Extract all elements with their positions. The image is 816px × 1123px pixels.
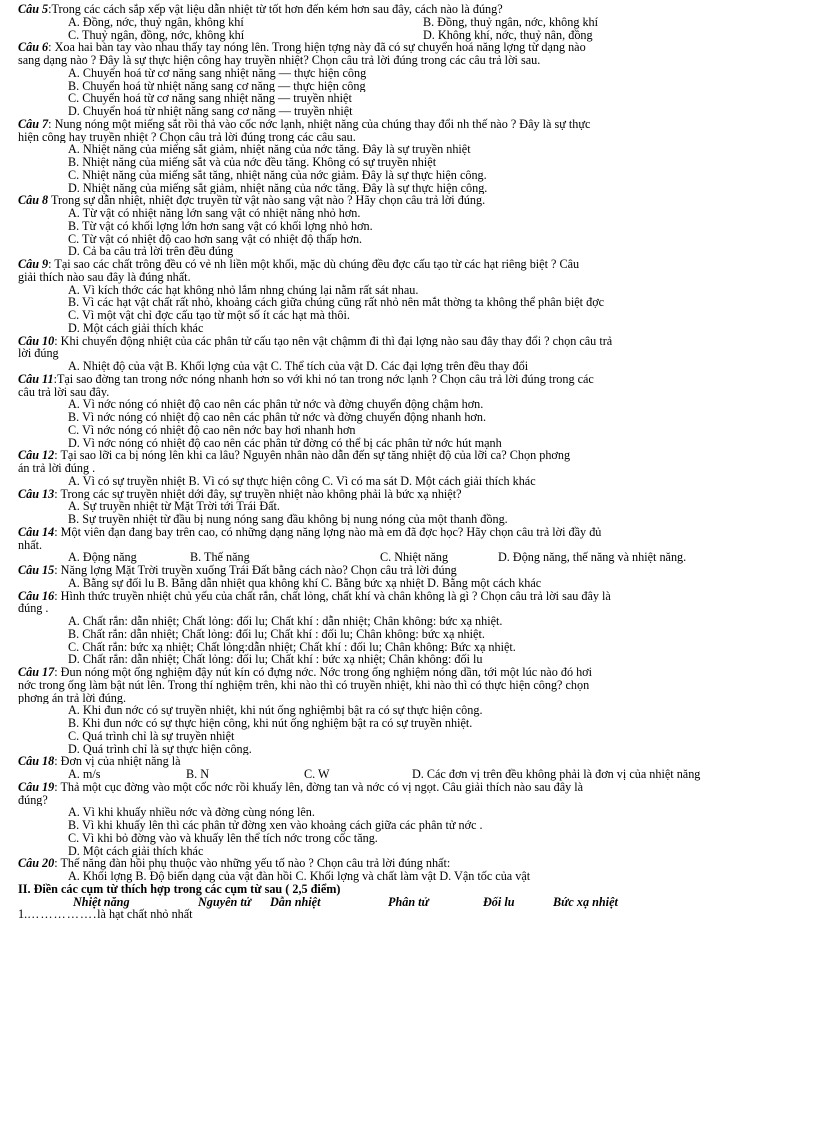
question-text: :Tại sao đờng tan trong nớc nóng nhanh hơn so với khi nó tan trong nớc lạnh ? Chọn câu trả lời đúng trong các [53, 372, 594, 386]
question-text-cont: án trả lời đúng . [18, 462, 96, 475]
option-b: B. Khi đun nớc có sự thực hiện công, khi nút ống nghiệm bật ra có sự truyền nhiệt. [68, 717, 473, 730]
option-a: A. Chuyển hoá từ cơ năng sang nhiệt năng — thực hiện công [68, 66, 367, 80]
option-c: C. Chuyển hoá từ cơ năng sang nhiệt năng — truyền nhiệt [68, 92, 352, 105]
option-a: A. Sự truyền nhiệt từ Mặt Trời tới Trái Đất. [68, 500, 280, 513]
question-text-cont: lời đúng [18, 347, 59, 360]
question-text: : Đun nóng một ống nghiệm đậy nút kín có đựng nớc. Nớc trong ống nghiệm nóng dần, tới một lúc nào đó hơi [54, 666, 593, 679]
option-d: D. Quá trình chỉ là sự thực hiện công. [68, 742, 252, 756]
question-text: : Khi chuyển động nhiệt của các phân tử cấu tạo nên vật chậmm đi thì đại lợng nào sau đây thay đổi ? chọn câu trả [54, 334, 613, 348]
question-text-cont: đúng . [18, 602, 49, 615]
option-b: B. Vì các hạt vật chất rất nhỏ, khoảng cách giữa chúng cũng rất nhỏ nên mắt thờng ta không thể phân biệt đợc [68, 296, 605, 309]
question-text: : Trong các sự truyền nhiệt dới đây, sự truyền nhiệt nào không phải là bức xạ nhiệt? [54, 487, 462, 501]
option-b: B. Nhiệt năng của miếng sắt và của nớc đều tăng. Không có sự truyền nhiệt [68, 156, 437, 169]
word-bank-item: Nguyên tử [198, 894, 252, 909]
option-c: C. Vì khi bỏ đờng vào và khuấy lên thể tích nớc trong cốc tăng. [68, 831, 378, 845]
question-text: : Nung nóng một miếng sắt rồi thả vào cốc nớc lạnh, nhiệt năng của chúng thay đổi nh thế nào ? Đây là sự thực [48, 117, 591, 131]
question-label: Câu 9 [18, 258, 49, 271]
question-12 [18, 449, 803, 462]
option-d: D. Các đơn vị trên đều không phải là đơn vị của nhiệt năng [412, 767, 701, 781]
question-text-cont: câu trả lời sau đây. [18, 385, 110, 399]
option-d: D. Vì nớc nóng có nhiệt độ cao nên các phân tử đờng có thể bị các phân tử nớc hút mạnh [68, 436, 502, 450]
options-inline: A. Vì có sự truyền nhiệt B. Vì có sự thực hiện công C. Vì có ma sát D. Một cách giải thích khác [68, 474, 536, 488]
option-b: B. N [186, 767, 210, 781]
word-bank [18, 896, 803, 909]
option-d: D. Một cách giải thích khác [68, 321, 204, 335]
option-a: A. Khi đun nớc có sự truyền nhiệt, khi nút ống nghiệmbị bật ra có sự thực hiện công. [68, 704, 483, 717]
question-15 [18, 564, 803, 577]
options-row [18, 29, 803, 42]
question-14 [18, 526, 803, 539]
options-row [18, 768, 803, 781]
question-17 [18, 666, 803, 679]
question-label: Câu 11 [18, 372, 54, 386]
question-text: Trong sự dẫn nhiệt, nhiệt đợc truyền từ vật nào sang vật nào ? Hãy chọn câu trả lời đúng. [48, 194, 486, 207]
option-d: D. Một cách giải thích khác [68, 844, 204, 858]
question-20 [18, 857, 803, 870]
question-text: : Hình thức truyền nhiệt chủ yếu của chất rắn, chất lỏng, chất khí và chân không là gì ? Chọn câu trả lời sau đây là [54, 589, 611, 603]
option-b: B. Chất rắn: dẫn nhiệt; Chất lỏng: đối lu; Chất khí : đối lu; Chân không: bức xạ nhiệt. [68, 627, 485, 641]
option-a: A. Vì khi khuấy nhiều nớc và đờng cùng nóng lên. [68, 806, 315, 819]
question-label: Câu 16 [18, 589, 55, 603]
option-b: B. Vì nớc nóng có nhiệt độ cao nên các phân tử nớc và đờng chuyển động nhanh hơn. [68, 411, 486, 424]
option-b: B. Đồng, thuỷ ngân, nớc, không khí [423, 14, 599, 29]
option-c: C. Chất rắn: bức xạ nhiệt; Chất lỏng:dẫn nhiệt; Chất khí : đối lu; Chân không: Bức xạ nhiệt. [68, 640, 516, 654]
option-a: A. Từ vật có nhiệt năng lớn sang vật có nhiệt năng nhỏ hơn. [68, 207, 361, 220]
section-heading: II. Điền các cụm từ thích hợp trong các cụm từ sau ( 2,5 điểm) [18, 882, 341, 896]
question-text: : Năng lợng Mặt Trời truyền xuống Trái Đất bằng cách nào? Chọn câu trả lời đúng [54, 564, 457, 577]
option-a: A. Nhiệt năng của miếng sắt giảm, nhiệt năng của nớc tăng. Đây là sự truyền nhiệt [68, 143, 471, 156]
question-text: : Tại sao lỡi ca bị nóng lên khi ca lâu? Nguyên nhân nào dẫn đến sự tăng nhiệt độ của lỡi ca? Chọn phơng [54, 449, 571, 462]
question-label: Câu 17 [18, 666, 55, 679]
option-a: A. Vì kích thớc các hạt không nhỏ lắm nhng chúng lại nằm rất sát nhau. [68, 283, 419, 297]
option-c: C. W [304, 767, 330, 781]
question-label: Câu 13 [18, 487, 55, 501]
option-c: C. Nhiệt năng [380, 550, 449, 565]
item-text: là hạt chất nhỏ nhất [97, 908, 193, 921]
question-text: : Xoa hai bàn tay vào nhau thấy tay nóng lên. Trong hiện tợng này đã có sự chuyển hoá năng lợng từ dạng nào [48, 41, 586, 54]
options-row [18, 16, 803, 29]
question-label: Câu 10 [18, 334, 55, 348]
question-text-cont: nhất. [18, 538, 43, 552]
question-label: Câu 12 [18, 449, 55, 462]
question-label: Câu 18 [18, 755, 55, 768]
question-10 [18, 335, 803, 348]
option-d: D. Cả ba câu trả lời trên đều đúng [68, 245, 234, 258]
option-c: C. Thuỷ ngân, đồng, nớc, không khí [68, 27, 245, 42]
option-d: D. Không khí, nớc, thuỷ nân, đồng [423, 27, 593, 42]
question-label: Câu 14 [18, 525, 55, 539]
option-b: B. Vì khi khuấy lên thì các phân tử đờng xen vào khoảng cách giữa các phân tử nớc . [68, 819, 483, 832]
question-text-cont: hiện công hay truyền nhiệt ? Chọn câu trả lời đúng trong các câu sau. [18, 130, 356, 144]
question-6 [18, 41, 803, 54]
option-a: A. Đồng, nớc, thuỷ ngân, không khí [68, 14, 244, 29]
question-text: :Trong các cách sắp xếp vật liệu dẫn nhiệt từ tốt hơn đến kém hơn sau đây, cách nào là đúng? [48, 3, 503, 16]
word-bank-item: Phân tử [388, 894, 429, 909]
question-19 [18, 781, 803, 794]
option-d: D. Động năng, thế năng và nhiệt năng. [498, 550, 687, 565]
question-label: Câu 15 [18, 564, 55, 577]
options-inline: A. Bằng sự đối lu B. Bằng dẫn nhiệt qua không khí C. Bằng bức xạ nhiệt D. Bằng một cách khác [68, 576, 542, 590]
question-label: Câu 20 [18, 857, 55, 870]
option-b: B. Sự truyền nhiệt từ đầu bị nung nóng sang đầu không bị nung nóng của một thanh đồng. [68, 513, 508, 526]
question-text: : Thế năng đàn hồi phụ thuộc vào những yếu tố nào ? Chọn câu trả lời đúng nhất: [54, 857, 451, 870]
question-label: Câu 19 [18, 780, 55, 794]
options-inline: A. Nhiệt độ của vật B. Khối lợng của vật C. Thể tích của vật D. Các đại lợng trên đều thay đổi [68, 360, 529, 373]
option-a: A. Động năng [68, 550, 137, 565]
option-a: A. m/s [68, 767, 101, 781]
question-7 [18, 118, 803, 131]
option-c: C. Nhiệt năng của miếng sắt tăng, nhiệt năng của nớc giảm. Đây là sự thực hiện công. [68, 168, 487, 182]
question-text: : Thả một cục đờng vào một cốc nớc rồi khuấy lên, đờng tan và nớc có vị ngọt. Câu giải thích nào sau đây là [54, 780, 584, 794]
question-8 [18, 194, 803, 207]
option-b: B. Từ vật có khối lợng lớn hơn sang vật có khối lợng nhỏ hơn. [68, 219, 373, 233]
question-text-cont: phơng án trả lời đúng. [18, 691, 127, 705]
option-c: C. Từ vật có nhiệt độ cao hơn sang vật có nhiệt độ thấp hơn. [68, 232, 363, 246]
option-a: A. Chất rắn: dẫn nhiệt; Chất lỏng: đối lu; Chất khí : dẫn nhiệt; Chân không: bức xạ nhiệt. [68, 615, 503, 628]
word-bank-item: Dẫn nhiệt [270, 894, 321, 909]
question-text-cont: giải thích nào sau đây là đúng nhất. [18, 270, 191, 284]
question-text-cont: sang dạng nào ? Đây là sự thực hiện công hay truyền nhiệt? Chọn câu trả lời đúng trong các câu trả lời sau. [18, 54, 541, 67]
question-5 [18, 3, 803, 16]
option-d: D. Chuyển hoá từ nhiệt năng sang cơ năng — truyền nhiệt [68, 105, 353, 118]
word-bank-item: Bức xạ nhiệt [553, 894, 618, 909]
option-b: B. Thế năng [190, 550, 250, 565]
question-label: Câu 8 [18, 194, 49, 207]
option-c: C. Vì nớc nóng có nhiệt độ cao nên nớc bay hơi nhanh hơn [68, 423, 356, 437]
options-row [18, 551, 803, 564]
question-11 [18, 373, 803, 386]
question-text: : Một viên đạn đang bay trên cao, có những dạng năng lợng nào mà em đã đợc học? Hãy chọn câu trả lời đầy đủ [54, 525, 602, 539]
question-text: : Tại sao các chất trông đều có vẻ nh liền một khối, mặc dù chúng đều đợc cấu tạo từ các hạt riêng biệt ? Câu [48, 258, 580, 271]
item-number: 1. [18, 908, 28, 921]
fill-blank: ……………. [27, 908, 98, 921]
question-16 [18, 590, 803, 603]
exam-document [18, 3, 803, 921]
option-d: D. Chất rắn: dẫn nhiệt; Chất lỏng: đối lu; Chất khí : bức xạ nhiệt; Chân không: đối lu [68, 653, 483, 666]
question-label: Câu 7 [18, 117, 49, 131]
question-label: Câu 5 [18, 3, 49, 16]
question-9 [18, 258, 803, 271]
question-label: Câu 6 [18, 41, 49, 54]
word-bank-item: Đối lu [483, 894, 515, 909]
option-c: C. Quá trình chỉ là sự truyền nhiệt [68, 729, 235, 743]
word-bank-item: Nhiệt năng [73, 894, 130, 909]
option-a: A. Vì nớc nóng có nhiệt độ cao nên các phân tử nớc và đờng chuyển động chậm hơn. [68, 398, 484, 411]
option-b: B. Chuyển hoá từ nhiệt năng sang cơ năng — thực hiện công [68, 79, 366, 93]
options-inline: A. Khối lợng B. Độ biến dạng của vật đàn hồi C. Khối lợng và chất làm vật D. Vận tốc của vật [68, 870, 531, 883]
question-text: : Đơn vị của nhiệt năng là [54, 755, 181, 768]
option-c: C. Vì một vật chỉ đợc cấu tạo từ một số ít các hạt mà thôi. [68, 309, 350, 322]
question-13 [18, 488, 803, 501]
question-text-cont: đúng? [18, 793, 48, 807]
option-d: D. Nhiệt năng của miếng sắt giảm, nhiệt năng của nớc tăng. Đây là sự thực hiện công. [68, 181, 488, 195]
fill-in-item-1 [18, 908, 803, 921]
question-text-cont: nớc trong ống làm bật nút lên. Trong thí nghiệm trên, khi nào thì có truyền nhiệt, khi nào thì có thực hiện công? chọn [18, 678, 590, 692]
